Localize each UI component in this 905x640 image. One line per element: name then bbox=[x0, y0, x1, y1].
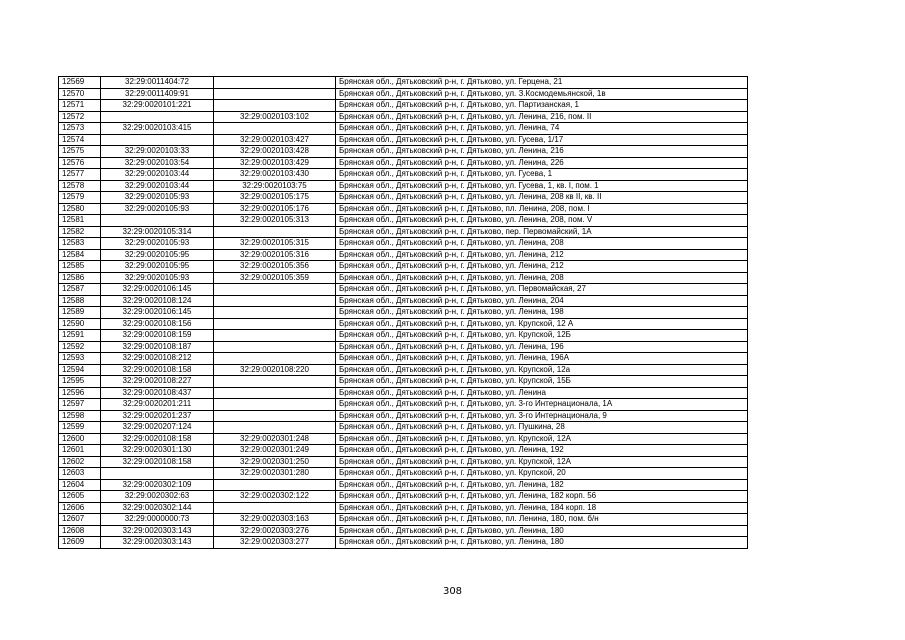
table-row bbox=[59, 146, 748, 158]
address-cell: Брянская обл., Дятьковский р-н, г. Дятьково, ул. Крупской, 12Б bbox=[336, 330, 748, 342]
address-cell: Брянская обл., Дятьковский р-н, г. Дятьково, ул. Ленина, 208, пом. V bbox=[336, 215, 748, 227]
premises-cadastral-number-cell: 32:29:0020103:427 bbox=[214, 134, 336, 146]
premises-cadastral-number-cell bbox=[214, 376, 336, 388]
table-row bbox=[59, 226, 748, 238]
cadastral-number-cell bbox=[101, 134, 214, 146]
premises-cadastral-number-cell: 32:29:0020105:316 bbox=[214, 249, 336, 261]
row-number-cell: 12602 bbox=[59, 456, 101, 468]
row-number-cell: 12596 bbox=[59, 387, 101, 399]
premises-cadastral-number-cell bbox=[214, 502, 336, 514]
table-row bbox=[59, 422, 748, 434]
cadastral-number-cell: 32:29:0020105:314 bbox=[101, 226, 214, 238]
cadastral-number-cell: 32:29:0020302:144 bbox=[101, 502, 214, 514]
row-number-cell: 12598 bbox=[59, 410, 101, 422]
row-number-cell: 12574 bbox=[59, 134, 101, 146]
table-row bbox=[59, 295, 748, 307]
premises-cadastral-number-cell: 32:29:0020105:313 bbox=[214, 215, 336, 227]
row-number-cell: 12580 bbox=[59, 203, 101, 215]
cadastral-number-cell: 32:29:0020108:158 bbox=[101, 433, 214, 445]
address-cell: Брянская обл., Дятьковский р-н, г. Дятьково, ул. Крупской, 20 bbox=[336, 468, 748, 480]
table-row bbox=[59, 157, 748, 169]
cadastral-number-cell bbox=[101, 468, 214, 480]
premises-cadastral-number-cell: 32:29:0020103:429 bbox=[214, 157, 336, 169]
address-cell: Брянская обл., Дятьковский р-н, г. Дятьково, ул. 3-го Интернационала, 1А bbox=[336, 399, 748, 411]
premises-cadastral-number-cell: 32:29:0020301:249 bbox=[214, 445, 336, 457]
table-row bbox=[59, 261, 748, 273]
row-number-cell: 12576 bbox=[59, 157, 101, 169]
cadastral-number-cell: 32:29:0020108:158 bbox=[101, 364, 214, 376]
row-number-cell: 12603 bbox=[59, 468, 101, 480]
address-cell: Брянская обл., Дятьковский р-н, г. Дятьково, ул. Пушкина, 28 bbox=[336, 422, 748, 434]
address-cell: Брянская обл., Дятьковский р-н, г. Дятьково, ул. Ленина, 182 bbox=[336, 479, 748, 491]
address-cell: Брянская обл., Дятьковский р-н, г. Дятьково, ул. 3-го Интернационала, 9 bbox=[336, 410, 748, 422]
table-row bbox=[59, 77, 748, 89]
table-row bbox=[59, 330, 748, 342]
table-row bbox=[59, 514, 748, 526]
cadastral-number-cell: 32:29:0020105:93 bbox=[101, 272, 214, 284]
premises-cadastral-number-cell bbox=[214, 330, 336, 342]
row-number-cell: 12569 bbox=[59, 77, 101, 89]
address-cell: Брянская обл., Дятьковский р-н, г. Дятьково, ул. Крупской, 12А bbox=[336, 433, 748, 445]
row-number-cell: 12575 bbox=[59, 146, 101, 158]
address-cell: Брянская обл., Дятьковский р-н, г. Дятьково, ул. Ленина, 180 bbox=[336, 525, 748, 537]
table-row bbox=[59, 502, 748, 514]
cadastral-number-cell: 32:29:0020303:143 bbox=[101, 525, 214, 537]
cadastral-number-cell: 32:29:0020101:221 bbox=[101, 100, 214, 112]
cadastral-number-cell: 32:29:0020302:109 bbox=[101, 479, 214, 491]
row-number-cell: 12585 bbox=[59, 261, 101, 273]
table-row bbox=[59, 353, 748, 365]
cadastral-number-cell: 32:29:0020105:93 bbox=[101, 192, 214, 204]
premises-cadastral-number-cell bbox=[214, 387, 336, 399]
table-row bbox=[59, 307, 748, 319]
table-row bbox=[59, 387, 748, 399]
address-cell: Брянская обл., Дятьковский р-н, г. Дятьково, ул. Ленина, 196А bbox=[336, 353, 748, 365]
table-row bbox=[59, 376, 748, 388]
row-number-cell: 12570 bbox=[59, 88, 101, 100]
table-row bbox=[59, 456, 748, 468]
table-row bbox=[59, 88, 748, 100]
cadastral-number-cell: 32:29:0020105:93 bbox=[101, 238, 214, 250]
address-cell: Брянская обл., Дятьковский р-н, г. Дятьково, ул. Гусева, 1/17 bbox=[336, 134, 748, 146]
cadastral-number-cell: 32:29:0020303:143 bbox=[101, 537, 214, 549]
premises-cadastral-number-cell: 32:29:0020103:102 bbox=[214, 111, 336, 123]
cadastral-number-cell: 32:29:0020108:437 bbox=[101, 387, 214, 399]
cadastral-number-cell: 32:29:0020108:212 bbox=[101, 353, 214, 365]
address-cell: Брянская обл., Дятьковский р-н, г. Дятьково, пл. Ленина, 208, пом. I bbox=[336, 203, 748, 215]
cadastral-number-cell: 32:29:0020106:145 bbox=[101, 307, 214, 319]
cadastral-number-cell: 32:29:0011404:72 bbox=[101, 77, 214, 89]
premises-cadastral-number-cell bbox=[214, 284, 336, 296]
cadastral-number-cell: 32:29:0020201:211 bbox=[101, 399, 214, 411]
address-cell: Брянская обл., Дятьковский р-н, г. Дятьково, пер. Первомайский, 1А bbox=[336, 226, 748, 238]
address-cell: Брянская обл., Дятьковский р-н, г. Дятьково, пл. Ленина, 180, пом. б/н bbox=[336, 514, 748, 526]
premises-cadastral-number-cell: 32:29:0020103:430 bbox=[214, 169, 336, 181]
table-row bbox=[59, 134, 748, 146]
premises-cadastral-number-cell: 32:29:0020105:176 bbox=[214, 203, 336, 215]
cadastral-number-cell: 32:29:0020301:130 bbox=[101, 445, 214, 457]
premises-cadastral-number-cell: 32:29:0020105:175 bbox=[214, 192, 336, 204]
row-number-cell: 12592 bbox=[59, 341, 101, 353]
table-row bbox=[59, 272, 748, 284]
table-row bbox=[59, 215, 748, 227]
registry-table-body bbox=[59, 77, 748, 549]
table-row bbox=[59, 364, 748, 376]
address-cell: Брянская обл., Дятьковский р-н, г. Дятьково, ул. Ленина, 192 bbox=[336, 445, 748, 457]
table-row bbox=[59, 111, 748, 123]
address-cell: Брянская обл., Дятьковский р-н, г. Дятьково, ул. Ленина, 204 bbox=[336, 295, 748, 307]
row-number-cell: 12589 bbox=[59, 307, 101, 319]
address-cell: Брянская обл., Дятьковский р-н, г. Дятьково, ул. Ленина, 216 bbox=[336, 146, 748, 158]
row-number-cell: 12608 bbox=[59, 525, 101, 537]
premises-cadastral-number-cell bbox=[214, 123, 336, 135]
premises-cadastral-number-cell: 32:29:0020301:280 bbox=[214, 468, 336, 480]
premises-cadastral-number-cell: 32:29:0020105:359 bbox=[214, 272, 336, 284]
address-cell: Брянская обл., Дятьковский р-н, г. Дятьково, ул. Ленина, 196 bbox=[336, 341, 748, 353]
premises-cadastral-number-cell bbox=[214, 318, 336, 330]
row-number-cell: 12572 bbox=[59, 111, 101, 123]
row-number-cell: 12591 bbox=[59, 330, 101, 342]
row-number-cell: 12581 bbox=[59, 215, 101, 227]
table-row bbox=[59, 180, 748, 192]
address-cell: Брянская обл., Дятьковский р-н, г. Дятьково, ул. Ленина, 212 bbox=[336, 261, 748, 273]
table-row bbox=[59, 238, 748, 250]
row-number-cell: 12582 bbox=[59, 226, 101, 238]
row-number-cell: 12601 bbox=[59, 445, 101, 457]
table-row bbox=[59, 433, 748, 445]
row-number-cell: 12590 bbox=[59, 318, 101, 330]
table-row bbox=[59, 203, 748, 215]
table-row bbox=[59, 192, 748, 204]
cadastral-number-cell: 32:29:0020105:95 bbox=[101, 249, 214, 261]
premises-cadastral-number-cell bbox=[214, 479, 336, 491]
address-cell: Брянская обл., Дятьковский р-н, г. Дятьково, ул. Гусева, 1, кв. I, пом. 1 bbox=[336, 180, 748, 192]
premises-cadastral-number-cell: 32:29:0020303:277 bbox=[214, 537, 336, 549]
address-cell: Брянская обл., Дятьковский р-н, г. Дятьково, ул. Ленина, 216, пом. II bbox=[336, 111, 748, 123]
table-row bbox=[59, 123, 748, 135]
table-row bbox=[59, 284, 748, 296]
row-number-cell: 12586 bbox=[59, 272, 101, 284]
cadastral-number-cell: 32:29:0020103:33 bbox=[101, 146, 214, 158]
address-cell: Брянская обл., Дятьковский р-н, г. Дятьково, ул. Ленина, 208 bbox=[336, 238, 748, 250]
cadastral-number-cell bbox=[101, 215, 214, 227]
row-number-cell: 12607 bbox=[59, 514, 101, 526]
row-number-cell: 12609 bbox=[59, 537, 101, 549]
address-cell: Брянская обл., Дятьковский р-н, г. Дятьково, ул. Ленина, 180 bbox=[336, 537, 748, 549]
premises-cadastral-number-cell bbox=[214, 422, 336, 434]
address-cell: Брянская обл., Дятьковский р-н, г. Дятьково, ул. Крупской, 15Б bbox=[336, 376, 748, 388]
page-number: 308 bbox=[442, 586, 463, 597]
cadastral-number-cell: 32:29:0020108:187 bbox=[101, 341, 214, 353]
table-row bbox=[59, 410, 748, 422]
row-number-cell: 12606 bbox=[59, 502, 101, 514]
cadastral-number-cell: 32:29:0020103:415 bbox=[101, 123, 214, 135]
row-number-cell: 12571 bbox=[59, 100, 101, 112]
cadastral-number-cell: 32:29:0020103:54 bbox=[101, 157, 214, 169]
cadastral-number-cell: 32:29:0020103:44 bbox=[101, 180, 214, 192]
table-row bbox=[59, 249, 748, 261]
address-cell: Брянская обл., Дятьковский р-н, г. Дятьково, ул. Гусева, 1 bbox=[336, 169, 748, 181]
table-row bbox=[59, 169, 748, 181]
cadastral-number-cell: 32:29:0020105:95 bbox=[101, 261, 214, 273]
premises-cadastral-number-cell bbox=[214, 307, 336, 319]
premises-cadastral-number-cell: 32:29:0020103:75 bbox=[214, 180, 336, 192]
premises-cadastral-number-cell: 32:29:0020103:428 bbox=[214, 146, 336, 158]
address-cell: Брянская обл., Дятьковский р-н, г. Дятьково, ул. З.Космодемьянской, 1в bbox=[336, 88, 748, 100]
address-cell: Брянская обл., Дятьковский р-н, г. Дятьково, ул. Ленина, 212 bbox=[336, 249, 748, 261]
premises-cadastral-number-cell: 32:29:0020105:356 bbox=[214, 261, 336, 273]
cadastral-number-cell: 32:29:0020207:124 bbox=[101, 422, 214, 434]
premises-cadastral-number-cell: 32:29:0020108:220 bbox=[214, 364, 336, 376]
cadastral-number-cell: 32:29:0011409:91 bbox=[101, 88, 214, 100]
table-row bbox=[59, 445, 748, 457]
cadastral-number-cell: 32:29:0020105:93 bbox=[101, 203, 214, 215]
row-number-cell: 12583 bbox=[59, 238, 101, 250]
table-row bbox=[59, 525, 748, 537]
premises-cadastral-number-cell bbox=[214, 77, 336, 89]
row-number-cell: 12573 bbox=[59, 123, 101, 135]
table-row bbox=[59, 537, 748, 549]
table-row bbox=[59, 399, 748, 411]
address-cell: Брянская обл., Дятьковский р-н, г. Дятьково, ул. Крупской, 12 А bbox=[336, 318, 748, 330]
premises-cadastral-number-cell: 32:29:0020301:250 bbox=[214, 456, 336, 468]
premises-cadastral-number-cell bbox=[214, 410, 336, 422]
table-row bbox=[59, 100, 748, 112]
cadastral-number-cell: 32:29:0020108:124 bbox=[101, 295, 214, 307]
row-number-cell: 12600 bbox=[59, 433, 101, 445]
premises-cadastral-number-cell bbox=[214, 88, 336, 100]
cadastral-number-cell: 32:29:0020106:145 bbox=[101, 284, 214, 296]
premises-cadastral-number-cell bbox=[214, 226, 336, 238]
address-cell: Брянская обл., Дятьковский р-н, г. Дятьково, ул. Первомайская, 27 bbox=[336, 284, 748, 296]
table-row bbox=[59, 491, 748, 503]
row-number-cell: 12578 bbox=[59, 180, 101, 192]
property-registry-table bbox=[58, 76, 748, 549]
cadastral-number-cell: 32:29:0020108:227 bbox=[101, 376, 214, 388]
cadastral-number-cell: 32:29:0020108:156 bbox=[101, 318, 214, 330]
row-number-cell: 12577 bbox=[59, 169, 101, 181]
address-cell: Брянская обл., Дятьковский р-н, г. Дятьково, ул. Крупской, 12а bbox=[336, 364, 748, 376]
row-number-cell: 12604 bbox=[59, 479, 101, 491]
row-number-cell: 12595 bbox=[59, 376, 101, 388]
premises-cadastral-number-cell bbox=[214, 399, 336, 411]
premises-cadastral-number-cell: 32:29:0020303:276 bbox=[214, 525, 336, 537]
premises-cadastral-number-cell: 32:29:0020303:163 bbox=[214, 514, 336, 526]
premises-cadastral-number-cell bbox=[214, 295, 336, 307]
cadastral-number-cell: 32:29:0020103:44 bbox=[101, 169, 214, 181]
address-cell: Брянская обл., Дятьковский р-н, г. Дятьково, ул. Ленина, 208 кв II, кв. II bbox=[336, 192, 748, 204]
address-cell: Брянская обл., Дятьковский р-н, г. Дятьково, ул. Партизанская, 1 bbox=[336, 100, 748, 112]
row-number-cell: 12584 bbox=[59, 249, 101, 261]
cadastral-number-cell: 32:29:0020108:158 bbox=[101, 456, 214, 468]
premises-cadastral-number-cell: 32:29:0020301:248 bbox=[214, 433, 336, 445]
address-cell: Брянская обл., Дятьковский р-н, г. Дятьково, ул. Ленина, 208 bbox=[336, 272, 748, 284]
table-row bbox=[59, 468, 748, 480]
cadastral-number-cell: 32:29:0020302:63 bbox=[101, 491, 214, 503]
row-number-cell: 12593 bbox=[59, 353, 101, 365]
address-cell: Брянская обл., Дятьковский р-н, г. Дятьково, ул. Герцена, 21 bbox=[336, 77, 748, 89]
premises-cadastral-number-cell bbox=[214, 341, 336, 353]
address-cell: Брянская обл., Дятьковский р-н, г. Дятьково, ул. Ленина bbox=[336, 387, 748, 399]
cadastral-number-cell: 32:29:0000000:73 bbox=[101, 514, 214, 526]
address-cell: Брянская обл., Дятьковский р-н, г. Дятьково, ул. Ленина, 226 bbox=[336, 157, 748, 169]
address-cell: Брянская обл., Дятьковский р-н, г. Дятьково, ул. Крупской, 12А bbox=[336, 456, 748, 468]
premises-cadastral-number-cell: 32:29:0020302:122 bbox=[214, 491, 336, 503]
row-number-cell: 12599 bbox=[59, 422, 101, 434]
row-number-cell: 12597 bbox=[59, 399, 101, 411]
table-row bbox=[59, 318, 748, 330]
row-number-cell: 12579 bbox=[59, 192, 101, 204]
address-cell: Брянская обл., Дятьковский р-н, г. Дятьково, ул. Ленина, 184 корп. 18 bbox=[336, 502, 748, 514]
cadastral-number-cell: 32:29:0020201:237 bbox=[101, 410, 214, 422]
table-row bbox=[59, 479, 748, 491]
row-number-cell: 12587 bbox=[59, 284, 101, 296]
address-cell: Брянская обл., Дятьковский р-н, г. Дятьково, ул. Ленина, 198 bbox=[336, 307, 748, 319]
premises-cadastral-number-cell bbox=[214, 353, 336, 365]
cadastral-number-cell bbox=[101, 111, 214, 123]
premises-cadastral-number-cell: 32:29:0020105:315 bbox=[214, 238, 336, 250]
address-cell: Брянская обл., Дятьковский р-н, г. Дятьково, ул. Ленина, 74 bbox=[336, 123, 748, 135]
table-row bbox=[59, 341, 748, 353]
cadastral-number-cell: 32:29:0020108:159 bbox=[101, 330, 214, 342]
row-number-cell: 12594 bbox=[59, 364, 101, 376]
row-number-cell: 12588 bbox=[59, 295, 101, 307]
address-cell: Брянская обл., Дятьковский р-н, г. Дятьково, ул. Ленина, 182 корп. 56 bbox=[336, 491, 748, 503]
premises-cadastral-number-cell bbox=[214, 100, 336, 112]
row-number-cell: 12605 bbox=[59, 491, 101, 503]
